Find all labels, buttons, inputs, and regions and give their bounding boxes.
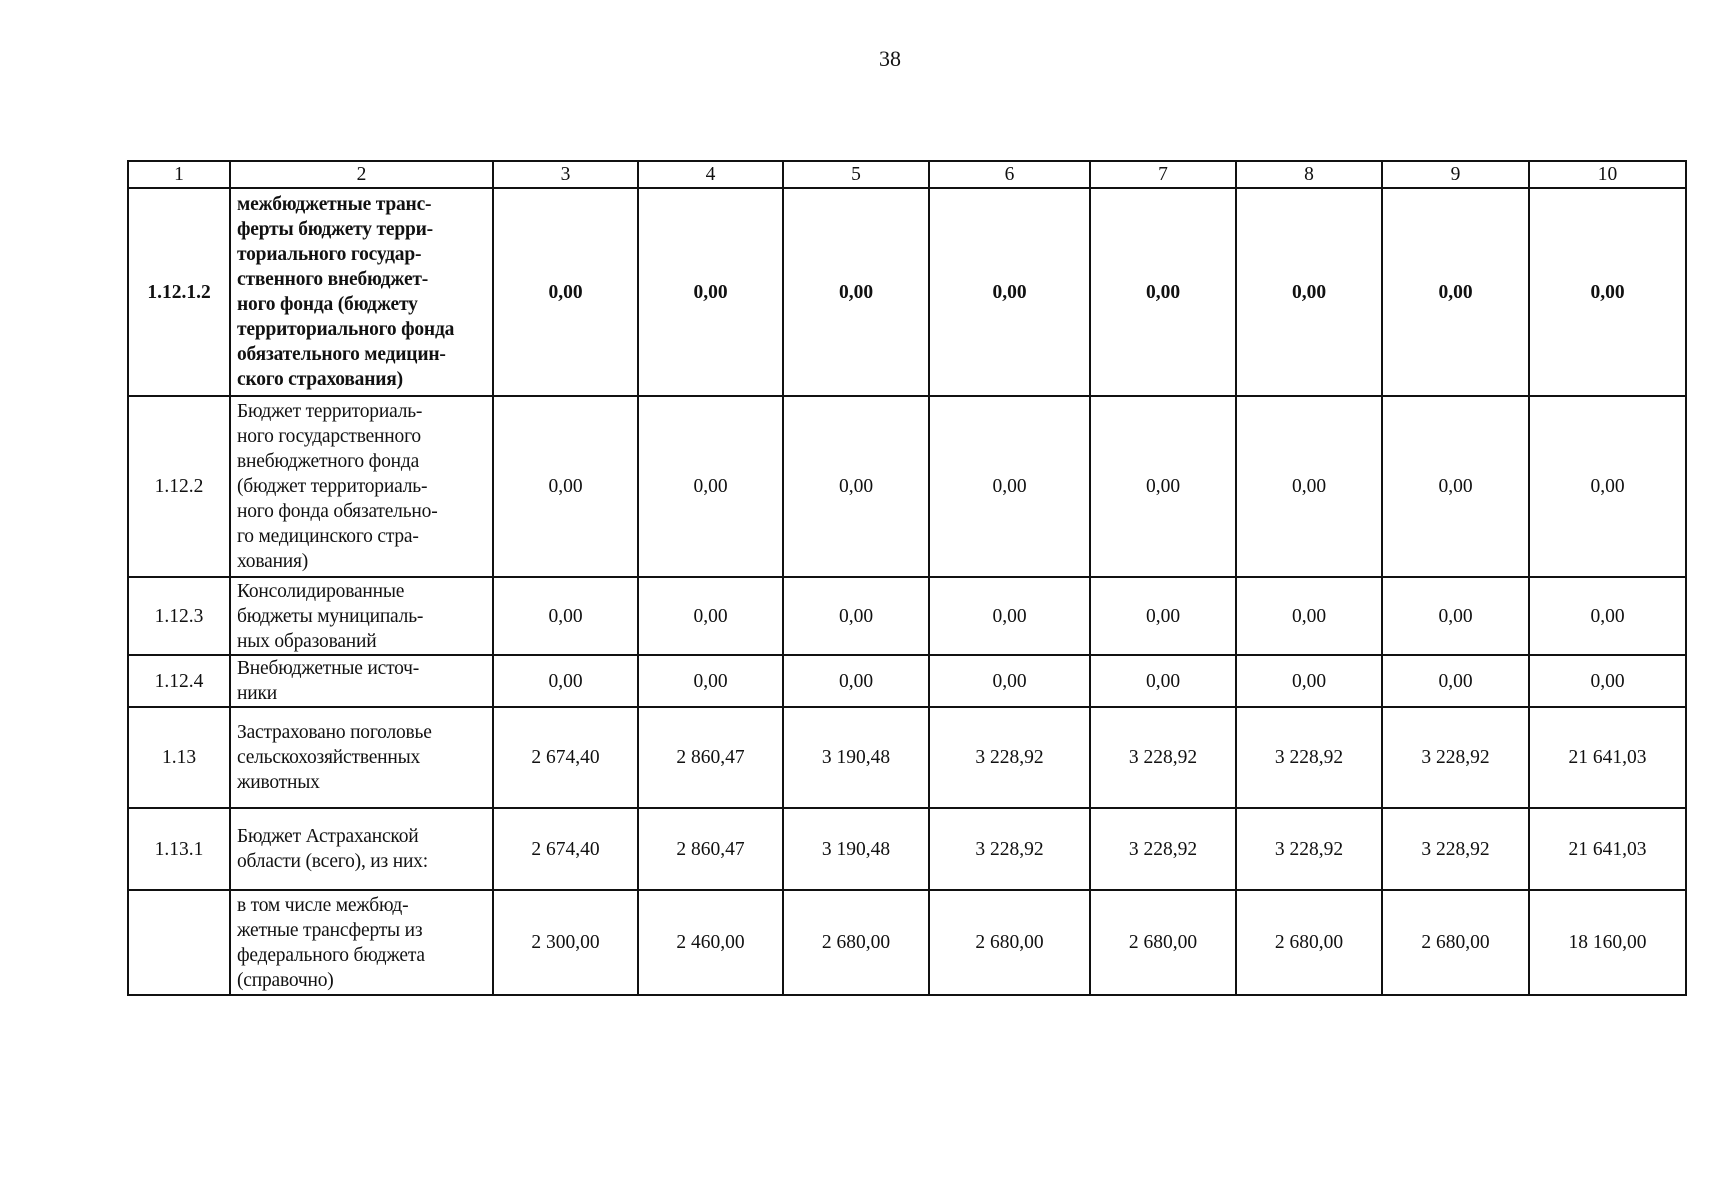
table-row (128, 577, 1686, 655)
value-cell: 0,00 (929, 655, 1090, 707)
value-cell: 21 641,03 (1529, 707, 1686, 808)
column-header: 1 (128, 161, 230, 188)
value-cell: 0,00 (638, 655, 783, 707)
column-header: 5 (783, 161, 929, 188)
row-description: Внебюджетные источ- ники (230, 655, 493, 707)
value-cell: 0,00 (1529, 655, 1686, 707)
value-cell: 0,00 (1236, 577, 1382, 655)
value-cell: 0,00 (1090, 577, 1236, 655)
value-cell: 0,00 (493, 655, 638, 707)
row-description: Бюджет территориаль- ного государственного внебюджетного фонда (бюджет территориаль- ного фонда обязательно- го медицинского стра- хования) (230, 396, 493, 577)
value-cell: 3 190,48 (783, 707, 929, 808)
value-cell: 2 300,00 (493, 890, 638, 995)
value-cell: 0,00 (638, 577, 783, 655)
value-cell: 3 228,92 (1090, 808, 1236, 890)
column-header: 9 (1382, 161, 1529, 188)
value-cell: 2 680,00 (929, 890, 1090, 995)
value-cell: 0,00 (929, 396, 1090, 577)
row-description: Бюджет Астраханской области (всего), из них: (230, 808, 493, 890)
value-cell: 0,00 (1529, 577, 1686, 655)
row-code: 1.12.2 (128, 396, 230, 577)
value-cell: 0,00 (638, 188, 783, 396)
row-code: 1.12.4 (128, 655, 230, 707)
row-code: 1.12.1.2 (128, 188, 230, 396)
value-cell: 0,00 (1236, 188, 1382, 396)
row-description: в том числе межбюд- жетные трансферты из федерального бюджета (справочно) (230, 890, 493, 995)
column-header: 3 (493, 161, 638, 188)
value-cell: 3 228,92 (1382, 808, 1529, 890)
value-cell: 3 228,92 (1090, 707, 1236, 808)
value-cell: 0,00 (1382, 188, 1529, 396)
row-description: межбюджетные транс- ферты бюджету терри- ториального государ- ственного внебюджет- ного фонда (бюджету территориального фонда обязательного медицин- ского страхования) (230, 188, 493, 396)
value-cell: 0,00 (783, 577, 929, 655)
value-cell: 2 680,00 (1090, 890, 1236, 995)
page-number: 38 (879, 46, 901, 71)
table-row (128, 655, 1686, 707)
value-cell: 3 228,92 (929, 707, 1090, 808)
value-cell: 0,00 (1090, 396, 1236, 577)
table-row (128, 396, 1686, 577)
row-code: 1.13 (128, 707, 230, 808)
value-cell: 0,00 (1382, 396, 1529, 577)
value-cell: 0,00 (1090, 188, 1236, 396)
value-cell: 0,00 (783, 188, 929, 396)
value-cell: 2 674,40 (493, 707, 638, 808)
column-header: 7 (1090, 161, 1236, 188)
value-cell: 2 680,00 (1236, 890, 1382, 995)
value-cell: 3 228,92 (1236, 707, 1382, 808)
row-code: 1.13.1 (128, 808, 230, 890)
value-cell: 2 680,00 (1382, 890, 1529, 995)
column-header: 2 (230, 161, 493, 188)
table-row (128, 808, 1686, 890)
header-row (128, 161, 1686, 188)
value-cell: 0,00 (1382, 655, 1529, 707)
value-cell: 0,00 (493, 188, 638, 396)
row-description: Консолидированные бюджеты муниципаль- ных образований (230, 577, 493, 655)
value-cell: 0,00 (1382, 577, 1529, 655)
row-code: 1.12.3 (128, 577, 230, 655)
table-row (128, 890, 1686, 995)
value-cell: 0,00 (638, 396, 783, 577)
value-cell: 0,00 (929, 188, 1090, 396)
value-cell: 2 460,00 (638, 890, 783, 995)
value-cell: 2 680,00 (783, 890, 929, 995)
table-row (128, 707, 1686, 808)
value-cell: 0,00 (929, 577, 1090, 655)
value-cell: 0,00 (783, 655, 929, 707)
value-cell: 0,00 (1529, 188, 1686, 396)
value-cell: 0,00 (783, 396, 929, 577)
value-cell: 0,00 (1529, 396, 1686, 577)
value-cell: 3 228,92 (1236, 808, 1382, 890)
column-header: 8 (1236, 161, 1382, 188)
row-description: Застраховано поголовье сельскохозяйственных животных (230, 707, 493, 808)
column-header: 6 (929, 161, 1090, 188)
column-header: 10 (1529, 161, 1686, 188)
value-cell: 0,00 (1236, 655, 1382, 707)
value-cell: 3 190,48 (783, 808, 929, 890)
value-cell: 3 228,92 (929, 808, 1090, 890)
value-cell: 0,00 (493, 396, 638, 577)
budget-table (127, 160, 1687, 996)
value-cell: 0,00 (493, 577, 638, 655)
value-cell: 0,00 (1236, 396, 1382, 577)
value-cell: 2 674,40 (493, 808, 638, 890)
row-code (128, 890, 230, 995)
value-cell: 2 860,47 (638, 707, 783, 808)
value-cell: 3 228,92 (1382, 707, 1529, 808)
value-cell: 18 160,00 (1529, 890, 1686, 995)
value-cell: 21 641,03 (1529, 808, 1686, 890)
column-header: 4 (638, 161, 783, 188)
table-row (128, 188, 1686, 396)
value-cell: 0,00 (1090, 655, 1236, 707)
value-cell: 2 860,47 (638, 808, 783, 890)
